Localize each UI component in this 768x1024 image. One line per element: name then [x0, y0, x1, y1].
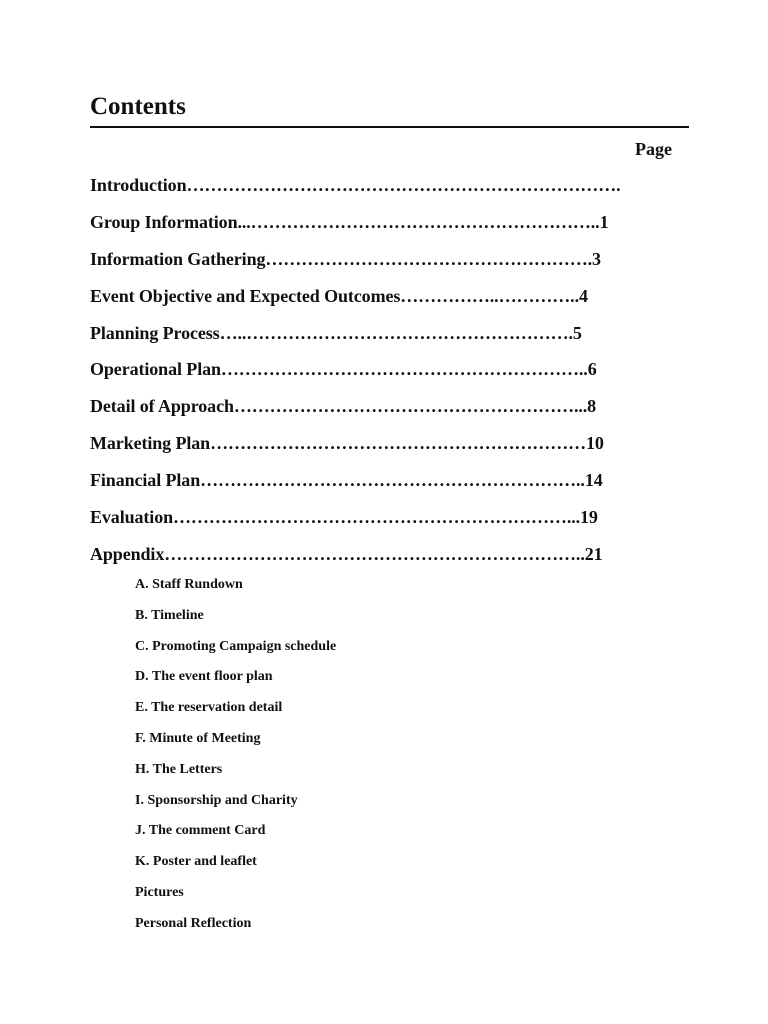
- appendix-item: A. Staff Rundown: [135, 577, 243, 592]
- appendix-list: [135, 576, 336, 946]
- toc-entry-evaluation: Evaluation…………………………………………………………...19: [90, 507, 598, 528]
- toc-entry-planning-process: Planning Process…..……………………………………………….5: [90, 322, 582, 343]
- heading-rule: [90, 126, 689, 128]
- page-column-label: Page: [635, 139, 672, 159]
- appendix-item: D. The event floor plan: [135, 669, 273, 685]
- toc-entry-introduction: Introduction……………………………………………………………….: [90, 175, 621, 195]
- appendix-item: F. Minute of Meeting: [135, 730, 261, 746]
- toc-entry-event-objective: Event Objective and Expected Outcomes……………..…………..4: [90, 285, 588, 306]
- appendix-item: C. Promoting Campaign schedule: [135, 638, 337, 654]
- contents-heading: Contents: [90, 93, 186, 120]
- toc-entry-financial-plan: Financial Plan………………………………………………………..14: [90, 470, 603, 491]
- toc-entry-information-gathering: Information Gathering……………………………………………….3: [90, 248, 601, 269]
- appendix-item: Personal Reflection: [135, 915, 252, 931]
- toc-entry-appendix: Appendix……………………………………………………………..21: [90, 543, 603, 564]
- appendix-item: J. The comment Card: [135, 823, 266, 839]
- table-of-contents: [90, 174, 690, 580]
- appendix-item: H. The Letters: [135, 761, 223, 777]
- toc-entry-marketing-plan: Marketing Plan………………………………………………………10: [90, 433, 604, 454]
- appendix-item: Pictures: [135, 884, 184, 900]
- toc-entry-detail-of-approach: Detail of Approach…………………………………………………...8: [90, 396, 597, 417]
- toc-entry-operational-plan: Operational Plan……………………………………………………..6: [90, 359, 597, 380]
- appendix-item: K. Poster and leaflet: [135, 854, 257, 870]
- appendix-item: I. Sponsorship and Charity: [135, 792, 298, 808]
- appendix-item: B. Timeline: [135, 607, 204, 623]
- appendix-item: E. The reservation detail: [135, 700, 283, 716]
- toc-entry-group-information: Group Information...…………………………………………………..1: [90, 211, 609, 232]
